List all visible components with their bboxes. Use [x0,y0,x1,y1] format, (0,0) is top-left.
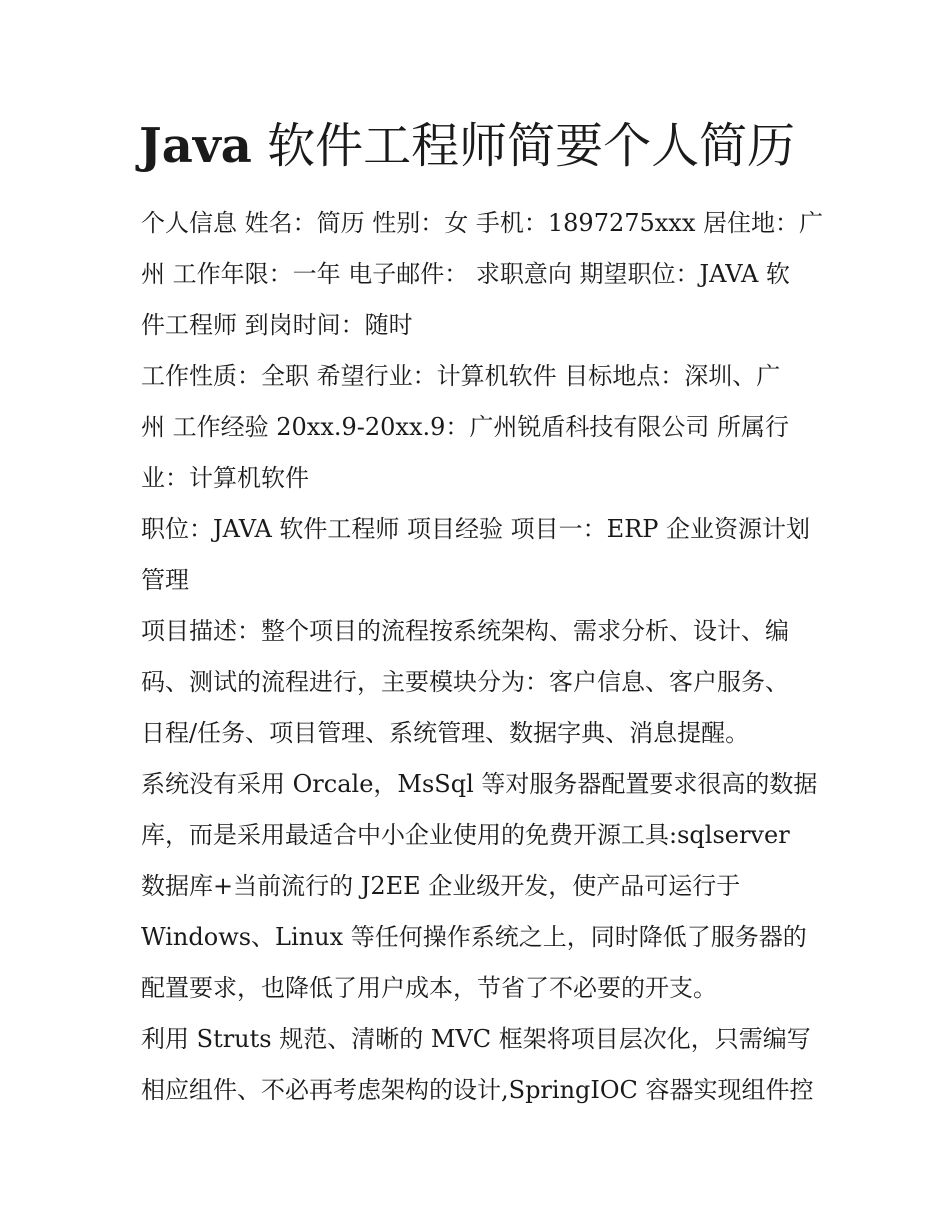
text-line-8: 管理 [141,566,189,594]
text-line-1: 个人信息 姓名：简历 性别：女 手机：1897275xxx 居住地：广 [141,209,824,237]
text-line-9: 项目描述：整个项目的流程按系统架构、需求分析、设计、编 [141,617,789,645]
text-line-12: 系统没有采用 Orcale，MsSql 等对服务器配置要求很高的数据 [141,770,818,798]
text-line-10: 码、测试的流程进行，主要模块分为：客户信息、客户服务、 [141,668,789,696]
text-line-14: 数据库+当前流行的 J2EE 企业级开发，使产品可运行于 [141,872,741,900]
text-line-15: Windows、Linux 等任何操作系统之上，同时降低了服务器的 [141,923,807,951]
text-line-6: 业：计算机软件 [141,464,309,492]
text-line-4: 工作性质：全职 希望行业：计算机软件 目标地点：深圳、广 [141,362,781,390]
text-line-5: 州 工作经验 20xx.9-20xx.9：广州锐盾科技有限公司 所属行 [141,413,790,441]
document-body [141,198,824,1116]
text-line-18: 相应组件、不必再考虑架构的设计,SpringIOC 容器实现组件控 [141,1076,814,1104]
text-line-16: 配置要求，也降低了用户成本，节省了不必要的开支。 [141,974,717,1002]
document-title: Java 软件工程师简要个人简历 [139,118,796,174]
text-line-3: 件工程师 到岗时间：随时 [141,311,413,339]
text-line-13: 库，而是采用最适合中小企业使用的免费开源工具:sqlserver [141,821,790,849]
text-line-17: 利用 Struts 规范、清晰的 MVC 框架将项目层次化，只需编写 [141,1025,811,1053]
title-latin-word: Java [139,118,252,174]
text-line-11: 日程/任务、项目管理、系统管理、数据字典、消息提醒。 [141,719,750,747]
text-line-7: 职位：JAVA 软件工程师 项目经验 项目一：ERP 企业资源计划 [141,515,811,543]
text-line-2: 州 工作年限：一年 电子邮件： 求职意向 期望职位：JAVA 软 [141,260,790,288]
